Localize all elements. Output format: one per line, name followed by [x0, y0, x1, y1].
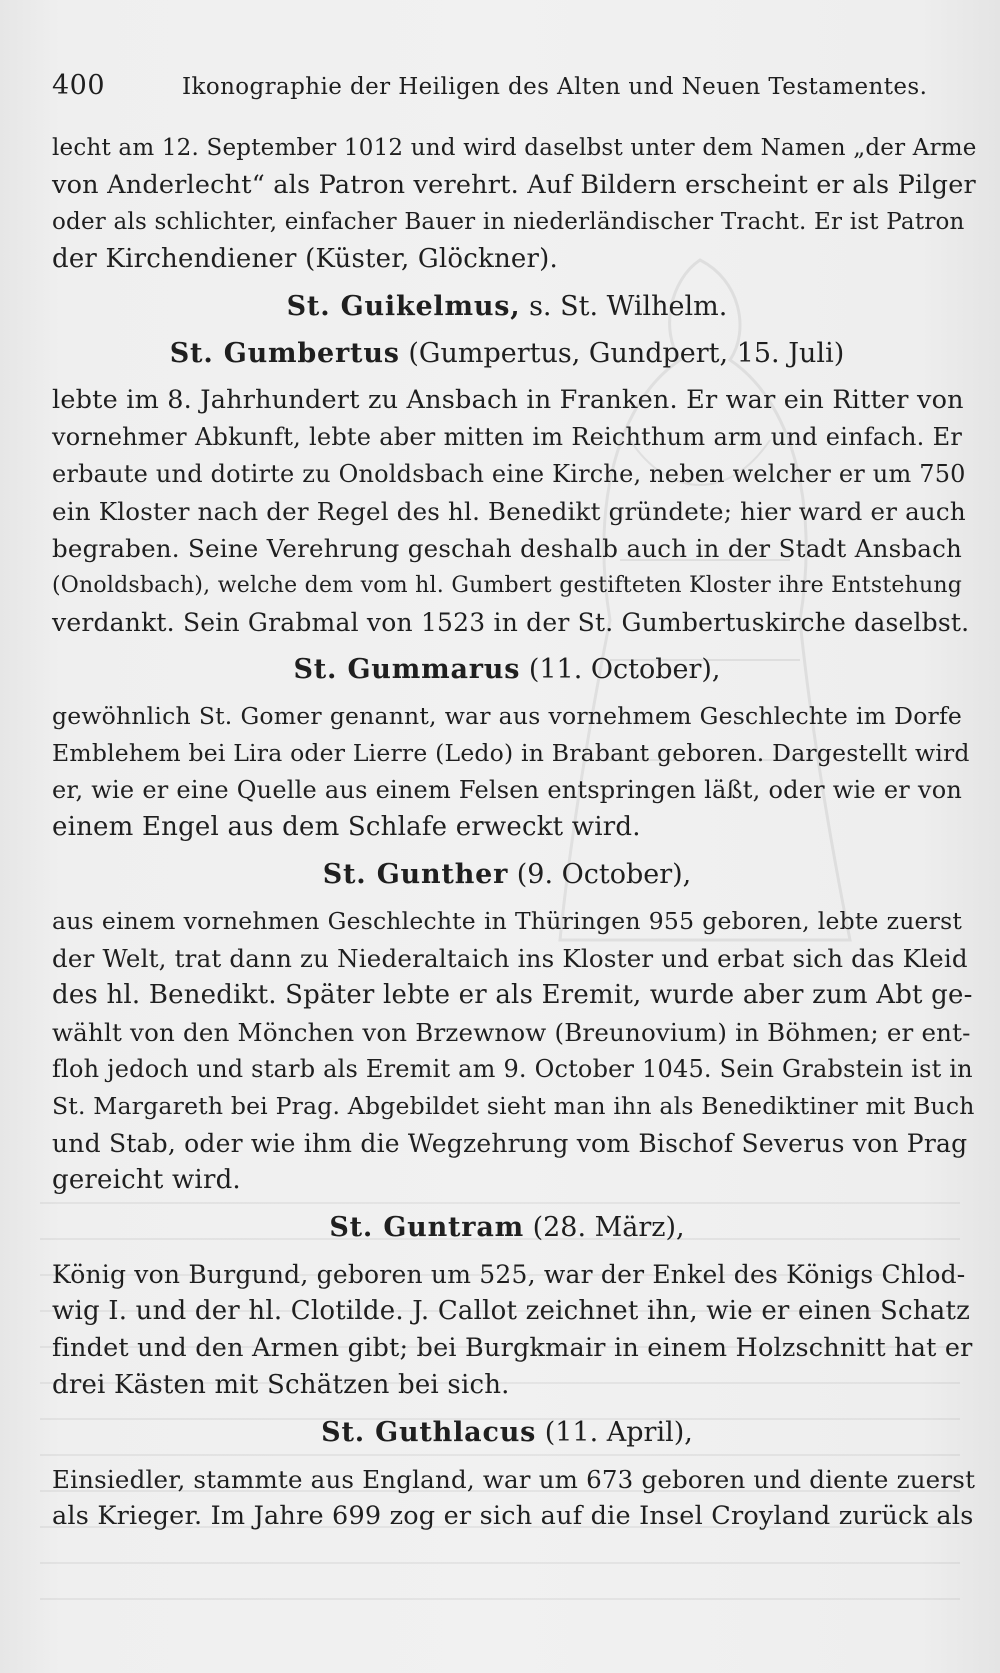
text-line: verdankt. Sein Grabmal von 1523 in der St. Gumbertuskirche daselbst. [52, 608, 970, 637]
entry-heading-guikelmus [52, 288, 962, 325]
saint-name: St. Guthlacus [321, 1417, 537, 1448]
text-line: der Welt, trat dann zu Niederaltaich ins Kloster und erbat sich das Kleid [52, 944, 968, 973]
saint-name: St. Gummarus [293, 654, 521, 685]
text-line: lecht am 12. September 1012 und wird daselbst unter dem Namen „der Arme [52, 135, 977, 161]
entry-heading-guntram [52, 1209, 962, 1246]
text-line: und Stab, oder wie ihm die Wegzehrung vom Bischof Severus von Prag [52, 1129, 968, 1158]
heading-detail: (28. März), [532, 1212, 685, 1243]
entry-heading-gumbertus [52, 335, 962, 372]
heading-detail: (Gumpertus, Gundpert, 15. Juli) [408, 338, 845, 369]
text-line: drei Kästen mit Schätzen bei sich. [52, 1370, 510, 1400]
heading-detail: (11. October), [528, 654, 721, 685]
heading-detail: (9. October), [516, 859, 692, 890]
saint-name: St. Guntram [329, 1212, 524, 1243]
text-line: König von Burgund, geboren um 525, war der Enkel des Königs Chlod- [52, 1260, 966, 1289]
text-line: als Krieger. Im Jahre 699 zog er sich auf die Insel Croyland zurück als [52, 1501, 974, 1531]
entry-body-gummarus [52, 698, 970, 846]
section-continuation [52, 130, 977, 278]
entry-heading-guthlacus [52, 1414, 962, 1451]
text-line: vornehmer Abkunft, lebte aber mitten im Reichthum arm und einfach. Er [52, 423, 962, 451]
entry-body-guntram [52, 1256, 973, 1404]
text-line: Einsiedler, stammte aus England, war um 673 geboren und diente zuerst [52, 1465, 976, 1494]
text-line: er, wie er eine Quelle aus einem Felsen entspringen läßt, oder wie er von [52, 776, 962, 804]
entry-body-guthlacus [52, 1461, 976, 1535]
saint-name: St. Gunther [322, 859, 509, 890]
saint-name: St. Gumbertus [169, 338, 400, 369]
text-line: gereicht wird. [52, 1165, 241, 1195]
entry-heading-gunther [52, 856, 962, 893]
text-line: wählt von den Mönchen von Brzewnow (Breunovium) in Böhmen; er ent- [52, 1018, 971, 1047]
text-line: Emblehem bei Lira oder Lierre (Ledo) in Brabant geboren. Dargestellt wird [52, 739, 970, 767]
page-header [52, 70, 952, 110]
text-line: (Onoldsbach), welche dem vom hl. Gumbert gestifteten Kloster ihre Entstehung [52, 573, 962, 598]
saint-name: St. Guikelmus, [286, 291, 521, 322]
text-line: aus einem vornehmen Geschlechte in Thüringen 955 geboren, lebte zuerst [52, 907, 962, 935]
text-line: wig I. und der hl. Clotilde. J. Callot zeichnet ihn, wie er einen Schatz [52, 1296, 971, 1326]
text-line: einem Engel aus dem Schlafe erweckt wird. [52, 812, 641, 842]
running-title: Ikonographie der Heiligen des Alten und Neuen Testamentes. [182, 74, 928, 100]
entry-body-gunther [52, 903, 975, 1199]
heading-detail: s. St. Wilhelm. [529, 291, 728, 322]
heading-detail: (11. April), [544, 1417, 693, 1448]
entry-body-gumbertus [52, 382, 970, 641]
text-line: von Anderlecht“ als Patron verehrt. Auf Bildern erscheint er als Pilger [52, 170, 976, 200]
entry-heading-gummarus [52, 651, 962, 688]
text-line: ein Kloster nach der Regel des hl. Benedikt gründete; hier ward er auch [52, 497, 966, 526]
text-line: lebte im 8. Jahrhundert zu Ansbach in Franken. Er war ein Ritter von [52, 385, 964, 415]
body-text [52, 130, 977, 1535]
text-line: des hl. Benedikt. Später lebte er als Eremit, wurde aber zum Abt ge- [52, 980, 973, 1010]
text-line: oder als schlichter, einfacher Bauer in niederländischer Tracht. Er ist Patron [52, 209, 965, 235]
text-line: erbaute und dotirte zu Onoldsbach eine Kirche, neben welcher er um 750 [52, 460, 966, 488]
text-line: gewöhnlich St. Gomer genannt, war aus vornehmem Geschlechte im Dorfe [52, 702, 962, 730]
text-line: findet und den Armen gibt; bei Burgkmair in einem Holzschnitt hat er [52, 1333, 973, 1363]
page-number: 400 [52, 70, 106, 101]
text-line: begraben. Seine Verehrung geschah deshalb auch in der Stadt Ansbach [52, 534, 962, 563]
text-line: St. Margareth bei Prag. Abgebildet sieht man ihn als Benediktiner mit Buch [52, 1092, 975, 1120]
text-line: floh jedoch und starb als Eremit am 9. October 1045. Sein Grabstein ist in [52, 1055, 973, 1083]
text-line: der Kirchendiener (Küster, Glöckner). [52, 244, 558, 274]
